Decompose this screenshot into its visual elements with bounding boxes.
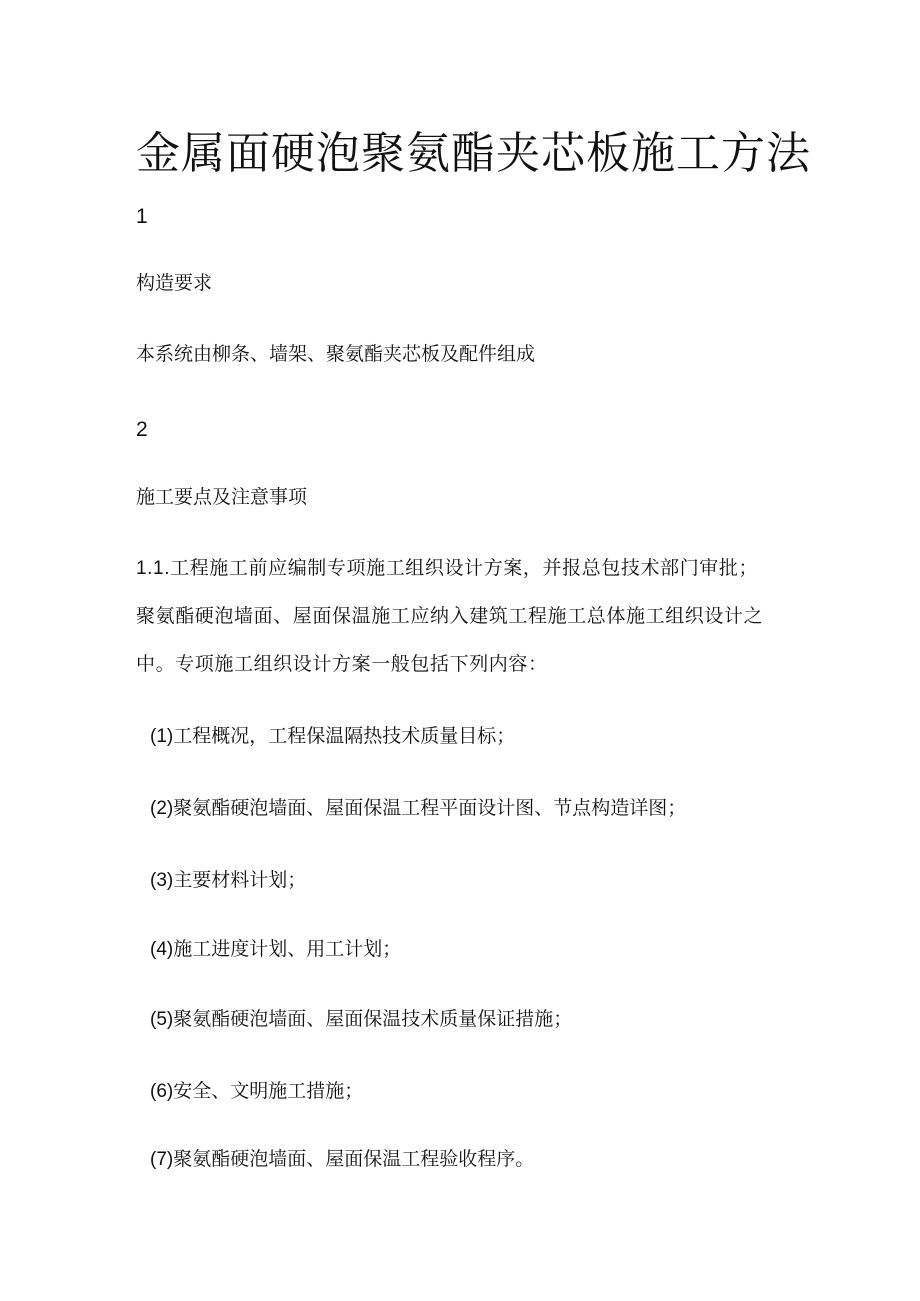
document-title: 金属面硬泡聚氨酯夹芯板施工方法 [136, 128, 811, 179]
list-item: (7)聚氨酯硬泡墙面、屋面保温工程验收程序。 [150, 1149, 535, 1170]
list-item: (3)主要材料计划； [150, 870, 307, 891]
list-item: (6)安全、文明施工措施； [150, 1081, 364, 1102]
section-number-2: 2 [136, 418, 148, 441]
section-body-1: 本系统由柳条、墙架、聚氨酯夹芯板及配件组成 [136, 344, 536, 365]
section-heading-1: 构造要求 [136, 273, 213, 294]
paragraph-line: 聚氨酯硬泡墙面、屋面保温施工应纳入建筑工程施工总体施工组织设计之 [136, 606, 764, 627]
list-item: (5)聚氨酯硬泡墙面、屋面保温技术质量保证措施； [150, 1009, 573, 1030]
paragraph-line: 1.1.工程施工前应编制专项施工组织设计方案，并报总包技术部门审批； [136, 558, 759, 579]
list-item: (2)聚氨酯硬泡墙面、屋面保温工程平面设计图、节点构造详图； [150, 798, 687, 819]
section-number-1: 1 [136, 205, 148, 228]
paragraph-line: 中。专项施工组织设计方案一般包括下列内容： [136, 654, 548, 675]
list-item: (4)施工进度计划、用工计划； [150, 939, 402, 960]
section-heading-2: 施工要点及注意事项 [136, 487, 308, 508]
list-item: (1)工程概况，工程保温隔热技术质量目标； [150, 726, 516, 747]
